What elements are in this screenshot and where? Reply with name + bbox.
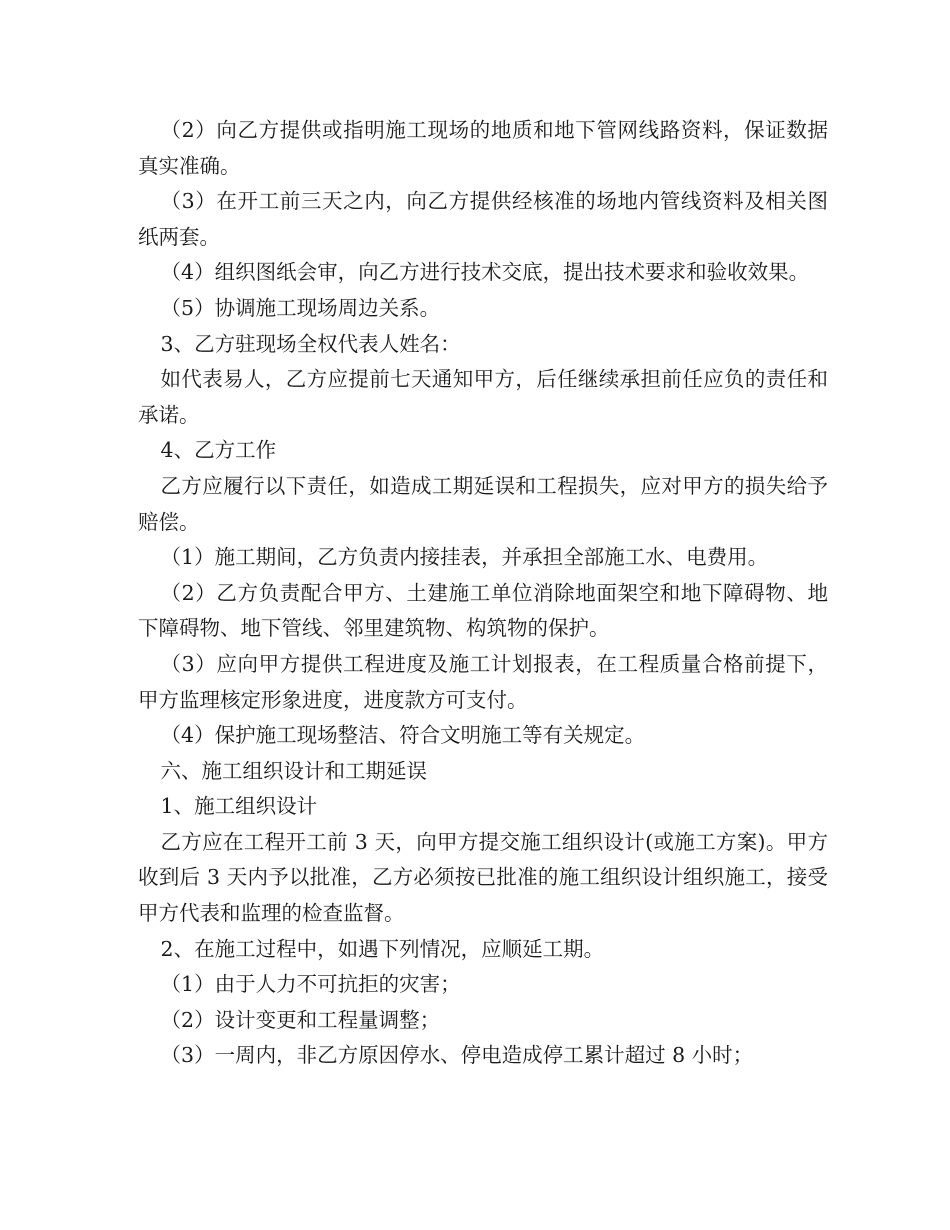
paragraph-4: （5）协调施工现场周边关系。 — [160, 295, 441, 320]
paragraph-19: （3）一周内，非乙方原因停水、停电造成停工累计超过 8 小时； — [160, 1043, 754, 1068]
paragraph-7: 4、乙方工作 — [160, 438, 277, 463]
paragraph-8: 乙方应履行以下责任，如造成工期延误和工程损失，应对甲方的损失给予赔偿。 — [138, 473, 828, 534]
paragraph-18: （2）设计变更和工程量调整； — [160, 1007, 441, 1032]
paragraph-16: 2、在施工过程中，如遇下列情况，应顺延工期。 — [160, 936, 605, 961]
paragraph-5: 3、乙方驻现场全权代表人姓名： — [160, 331, 461, 356]
paragraph-3: （4）组织图纸会审，向乙方进行技术交底，提出技术要求和验收效果。 — [160, 260, 810, 285]
paragraph-13-section-heading: 六、施工组织设计和工期延误 — [160, 758, 428, 783]
paragraph-15: 乙方应在工程开工前 3 天，向甲方提交施工组织设计(或施工方案)。甲方收到后 3 天内予以批准，乙方必须按已批准的施工组织设计组织施工，接受甲方代表和监理的检查监督。 — [138, 829, 828, 926]
paragraph-1: （2）向乙方提供或指明施工现场的地质和地下管网线路资料，保证数据真实准确。 — [138, 118, 828, 178]
paragraph-2: （3）在开工前三天之内，向乙方提供经核准的场地内管线资料及相关图纸两套。 — [138, 189, 828, 249]
paragraph-14: 1、施工组织设计 — [160, 794, 318, 819]
paragraph-6: 如代表易人，乙方应提前七天通知甲方，后任继续承担前任应负的责任和承诺。 — [138, 367, 828, 427]
paragraph-17: （1）由于人力不可抗拒的灾害； — [160, 972, 461, 997]
paragraph-9: （1）施工期间，乙方负责内接挂表，并承担全部施工水、电费用。 — [160, 545, 769, 570]
document-body — [138, 113, 828, 1074]
paragraph-12: （4）保护施工现场整洁、符合文明施工等有关规定。 — [160, 723, 646, 748]
paragraph-11: （3）应向甲方提供工程进度及施工计划报表，在工程质量合格前提下，甲方监理核定形象进度，进度款方可支付。 — [138, 651, 828, 712]
paragraph-10: （2）乙方负责配合甲方、土建施工单位消除地面架空和地下障碍物、地下障碍物、地下管线、邻里建筑物、构筑物的保护。 — [138, 580, 828, 641]
